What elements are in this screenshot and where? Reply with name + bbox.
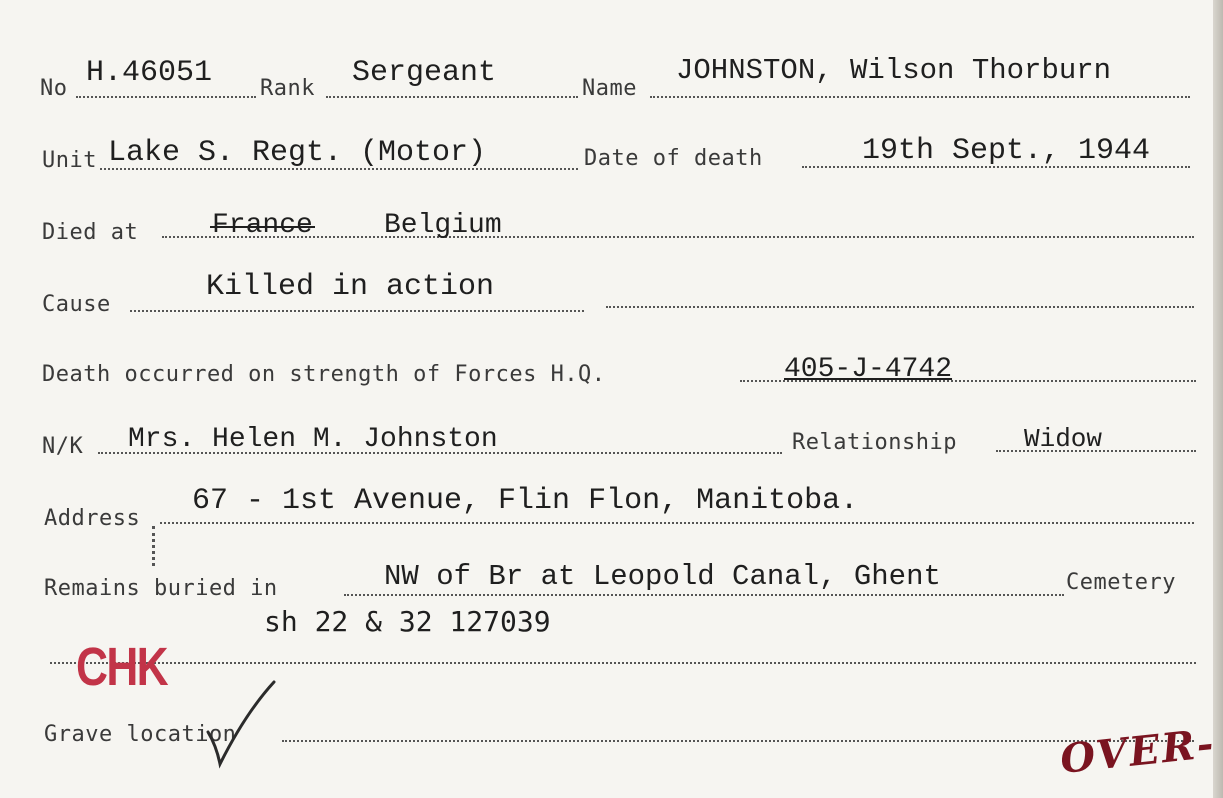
date-of-death-value: 19th Sept., 1944 [862, 134, 1151, 168]
remains-dotted-line [344, 594, 1064, 596]
cause-dotted-line [130, 310, 584, 312]
grave-location-label: Grave location [44, 722, 237, 747]
died-at-struck-value: France [212, 210, 313, 241]
remains-label: Remains buried in [44, 576, 278, 601]
chk-stamp: CHK [76, 637, 168, 697]
unit-label: Unit [42, 148, 97, 173]
died-dotted-line [162, 236, 1194, 238]
date-of-death-label: Date of death [584, 146, 763, 171]
address-vertical-dots [152, 526, 155, 566]
rank-value: Sergeant [352, 56, 497, 90]
service-number: H.46051 [86, 56, 213, 90]
map-reference: sh 22 & 32 127039 [264, 605, 551, 638]
soldier-name: JOHNSTON, Wilson Thorburn [676, 54, 1112, 87]
grave-dotted-line [282, 740, 1194, 742]
rank-label: Rank [260, 76, 315, 101]
name-label: Name [582, 76, 637, 101]
rank-dotted-line [326, 96, 578, 98]
cause-label: Cause [42, 292, 111, 317]
card-edge [1213, 0, 1223, 798]
no-dotted-line [76, 96, 256, 98]
file-number: 405-J-4742 [784, 354, 953, 385]
relationship-value: Widow [1024, 424, 1103, 454]
strength-label: Death occurred on strength of Forces H.Q. [42, 362, 606, 387]
name-dotted-line [650, 96, 1190, 98]
cemetery-label: Cemetery [1066, 570, 1176, 595]
unit-value: Lake S. Regt. (Motor) [108, 136, 487, 170]
cause-value: Killed in action [206, 270, 495, 304]
remains-value: NW of Br at Leopold Canal, Ghent [384, 560, 941, 593]
address-dotted-line [160, 522, 1194, 524]
blank-dotted-line [50, 662, 1196, 664]
cause-dotted-line-2 [606, 306, 1194, 308]
next-of-kin-label: N/K [42, 434, 84, 459]
over-annotation: OVER- [1057, 720, 1218, 783]
check-mark-icon [200, 676, 280, 772]
died-at-label: Died at [42, 220, 139, 245]
relationship-label: Relationship [792, 430, 957, 455]
died-at-value: Belgium [384, 210, 502, 241]
next-of-kin-value: Mrs. Helen M. Johnston [128, 424, 498, 455]
address-value: 67 - 1st Avenue, Flin Flon, Manitoba. [192, 484, 859, 518]
no-label: No [40, 76, 68, 101]
address-label: Address [44, 506, 141, 531]
